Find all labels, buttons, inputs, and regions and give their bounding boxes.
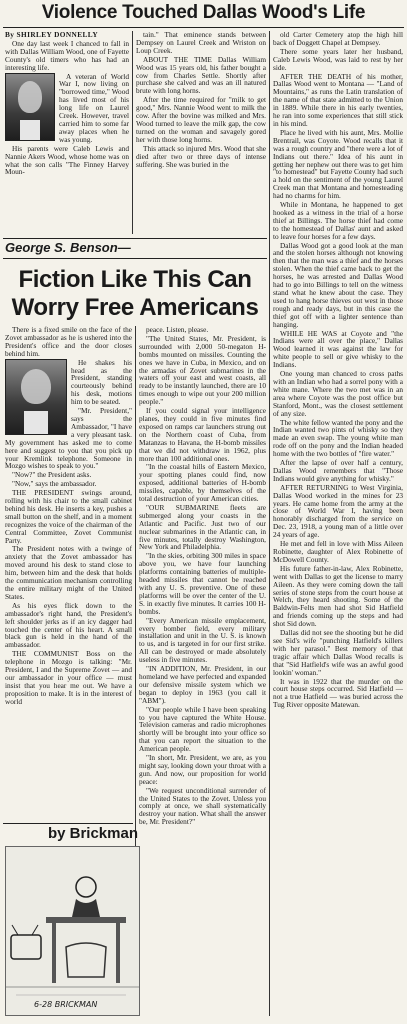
author-portrait-photo <box>5 73 55 141</box>
paragraph: THE PRESIDENT swings around, rolling with his chair to the small cabinet behind his desk. He inserts a key, pushes a small button on the shelf, and in a moment recognizes the voice of the chairman of the Central Committee, Zovet Communist Party. <box>5 488 132 545</box>
paragraph: "IN ADDITION, Mr. President, in our homeland we have perfected and expanded our defensive missile system which we began to deploy in 1963 (you call it "ABM"). <box>139 664 266 705</box>
paragraph: "In the coastal hills of Eastern Mexico, your spotting planes could find, now exposed, additional batteries of H-bomb missiles, capable, by themselves of the total destruction of your American cities. <box>139 462 266 504</box>
paragraph: While in Montana, he happened to get hooked as a witness in the trial of a horse thief at Billings. The horse thief had come to the homestead of Dallas' aunt and asked to leave four horses for a few days. <box>273 200 403 241</box>
paragraph: He met and fell in love with Miss Aileen Robinette, daughter of Alex Robinette of McDowell County. <box>273 539 403 564</box>
paragraph: His parents were Caleb Lewis and Nannie Akers Wood, whose home was on what the son calls "The Finney Harvey Moun- <box>5 143 129 177</box>
section-rule <box>3 238 267 239</box>
paragraph: "OUR SUBMARINE fleets are submerged along your coasts in the Atlantic and Pacific. Just two of our nuclear submarines in the Atlantic can, in five minutes, totally destroy Washington, New York and Philadelphia. <box>139 502 266 552</box>
paragraph: This attack so injured Mrs. Wood that she died after two or three days of intense suffering. She was buried in the <box>136 143 266 169</box>
headline-rule <box>3 27 404 28</box>
paragraph: THE COMMUNIST Boss on the telephone in Mozgo is talking: "Mr. President, I and the Supreme Zovet — and our ambassador in your office — must insist that you hear me out. We have a proposition to make. It is in the interest of world <box>5 649 132 706</box>
paragraph: tain." That eminence stands between Dempsey on Laurel Creek and Wriston on Loup Creek. <box>136 31 266 55</box>
paragraph: "Our people while I have been speaking to you have captured the White House. Television cameras and radio microphones shortly will be brought into your office so that you can report the situation to the American people. <box>139 704 266 754</box>
paragraph: AFTER RETURNING to West Virginia, Dallas Wood worked in the mines for 23 years. He came home from the army at the close of World War I, having been honorably discharged from the service on Dec. 23, 1918, a young man of a little over 24 years of age. <box>273 482 403 540</box>
paragraph: One day last week I chanced to fall in with Dallas William Wood, one of Fayette County's old timers who has had an interesting life. <box>5 38 129 72</box>
article1-column-2 <box>136 31 266 236</box>
paragraph: One young man chanced to cross paths with an Indian who had a sorrel pony with a white mane. Where the two met was in an area where Coyote was the post office but Stanford, Mont., was the closest settlement of any size. <box>273 369 403 418</box>
cartoon-signature: 6-28 BRICKMAN <box>34 1000 98 1009</box>
article2-column-2 <box>139 326 266 1018</box>
article1-column-1 <box>5 31 129 236</box>
paragraph: "Now," says the ambassador. <box>12 479 97 489</box>
paragraph: "In short, Mr. President, we are, as you might say, looking down your throat with a gun. And now, our proposition for world peace: <box>139 753 266 786</box>
paragraph: Place he lived with his aunt, Mrs. Mollie Brentrail, was Coyote. Wood recalls that it was a rough country and "there were a lot of Indians out there." Idea of his aunt in getting her nephew out there was to get him "to homestead" but Fayette County had such a hold on the sentiment of the young Laurel Creek man that Montana and homesteading had no charms for him. <box>273 127 403 201</box>
paragraph: WHILE HE WAS at Coyote and "the Indians were all over the place," Dallas Wood learned it was against the law for white people to sell or give whisky to the Indians. <box>273 328 403 370</box>
section-rule <box>3 258 267 259</box>
article-headline: Fiction Like This Can Worry Free Americans <box>11 266 259 321</box>
paragraph: It was in 1922 that the murder on the court house steps occurred. Sid Hatfield — not a true Hatfield — was buried across the Tug River opposite Matewan. <box>273 676 403 710</box>
paragraph: The white fellow wanted the pony and the Indian wanted two pints of whisky so they made an even swap. The young white man rode off on the pony and the Indian headed home with the two bottles of "fire water." <box>273 417 403 459</box>
paragraph: There is a fixed smile on the face of the Zovet ambassador as he is ushered into the President's office and the door closes behind him. <box>5 326 132 358</box>
paragraph: Dallas did not see the shooting but he did see Sid's wife "punching Hatfield's killers with her parasol." Best memory of that tragic affair which Dallas Wood recalls is that "Sid Hatfield's wife was an awful good lookin' woman." <box>273 628 403 677</box>
paragraph: His future father-in-law, Alex Robinette, went with Dallas to get the license to marry Aileen. As they were coming down the tall series of stone steps from the court house at Welch, they heard shooting. Some of the Baldwin-Felts men had shot Sid Hatfield and friends coming up the steps and had shot Sid down. <box>273 563 403 629</box>
paragraph: There some years later her husband, Caleb Lewis Wood, was laid to rest by her side. <box>273 46 403 72</box>
article-headline: Violence Touched Dallas Wood's Life <box>41 2 366 23</box>
paragraph: ABOUT THE TIME Dallas William Wood was 15 years old, his father bought a cow from Charles Settle. Shortly after purchase she calved and was an ill natured brute with long horns. <box>136 54 266 96</box>
cartoon-illustration <box>5 846 140 1016</box>
paragraph: After the time required for "milk to get good," Mrs. Nannie Wood went to milk the cow. After the bovine was milked and Mrs. Wood turned to leave the milk gap, the cow turned on the woman and savagely gored her with those long horns. <box>136 95 266 144</box>
paragraph: "Every American missile emplacement, every bomber field, every military installation and unit in the U. S. is known to us, and is targeted in for our first strike. All can be destroyed or made absolutely useless in five minutes. <box>139 615 266 665</box>
paragraph: "We request unconditional surrender of the United States to the Zovet. Unless you comply at once, we shall systematically destroy your nation. What shall the answer be, Mr. President?" <box>139 785 266 827</box>
paragraph: The President notes with a twinge of anxiety that the Zovet ambassador has moved around his desk to stand close to him, between him and the desk that holds the communication mechanism controlling the entire military might of the United States. <box>5 544 132 601</box>
paragraph: "In the skies, orbiting 300 miles in space above you, we have four launching platforms containing batteries of multiple-headed missiles that cannot be reached with any U. S. preventive. One of these platforms will be over the center of the U. S. in exactly five minutes. It carries 100 H-bombs. <box>139 551 266 616</box>
article2-column-1 <box>5 326 132 823</box>
cartoon-rule <box>3 823 133 824</box>
paragraph: old Carter Cemetery atop the high hill back of Doggett Chapel at Dempsey. <box>273 31 403 47</box>
paragraph: If you could signal your intelligence planes, they could in five minutes find exposed on ramps car launchers strung out on the Northern coast of Cuba, from Matanzas to Havana, the H-bomb missiles that we did not withdraw in 1962, plus more than 100 additional ones. <box>139 406 266 463</box>
column-author-byline: George S. Benson— <box>5 240 131 255</box>
author-portrait-photo <box>5 359 67 435</box>
cartoon-byline: by Brickman <box>47 825 138 842</box>
paragraph: "The United States, Mr. President, is surrounded with 2,000 50-megaton H-bombs mounted on missiles. Counting the ones we have in Cuba, in Mexico, and on the armadas of Zovet submarines in the waters off your east and west coasts, all ready to be instantly launched, there are 10 times enough to wipe out your 200 million people." <box>139 333 266 407</box>
article1-column-3 <box>273 31 403 1018</box>
paragraph: peace. Listen, please. <box>146 326 209 334</box>
paragraph: "Now?" the President asks. <box>12 470 92 480</box>
paragraph: After the lapse of over half a century, Dallas Wood remembers that "Those Indians would give anything for whisky." <box>273 458 403 483</box>
paragraph: Dallas Wood got a good look at the man and the stolen horses although not knowing then that the man was a thief and the horses stolen. When the thief came back to get the horses, he was arrested and Dallas Wood had to go into Billings to tell on the witness stand what he knew about the case. They used to hang horse thieves out west in those rough and ready days, but in this case the thief got off with a lighter sentence than hanging. <box>273 240 403 329</box>
cartoon-drawing <box>6 847 139 1015</box>
paragraph: "Mr. President," says the Ambassador, "I have a very pleasant task. My government has asked me to come here and suggest to you that you pick up your Kremlink telephone. Someone in Mozgo wishes to speak to you." <box>5 406 132 471</box>
column-divider <box>132 31 133 234</box>
paragraph: AFTER THE DEATH of his mother, Dallas Wood went to Montana — "Land of Mountains," as runs the Latin translation of the name of that state admitted to the Union in 1889. While there in his early twenties, he ran into some experiences that still stick in his mind. <box>273 71 403 128</box>
article-byline: By SHIRLEY DONNELLY <box>5 31 99 39</box>
paragraph: He shakes his head as the President, standing courteously behind his desk, motions him to be seated. <box>71 357 132 407</box>
column-divider <box>269 31 270 1016</box>
paragraph: As his eyes flick down to the ambassador's right hand, the President's left shoulder jerks as if an icy dagger had touched the center of his heart. A small black gun is held in the hand of the ambassador. <box>5 600 132 650</box>
paragraph: A veteran of World War I, now living on "borrowed time," Wood has lived most of his long life on Laurel Creek. However, travel carried him to some far away places when he was young. <box>59 71 129 144</box>
